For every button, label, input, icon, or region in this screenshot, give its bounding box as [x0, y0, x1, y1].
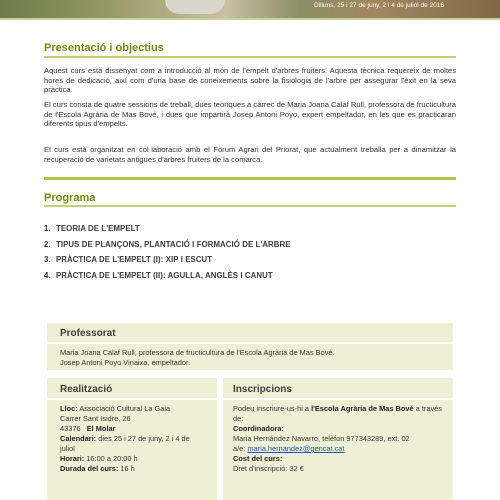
- programa-item: 1. TEORIA DE L'EMPELT: [44, 224, 140, 233]
- presentacio-title: Presentació i objectius: [44, 42, 164, 54]
- presentacio-paragraph-3: El curs està organitzat en col·laboració amb el Fòrum Agrari del Priorat, que actualment treballa per a dinamitzar la recuperació de varietats antigues d'arbres fruiters de la comarca.: [44, 145, 456, 164]
- programa-list: [44, 221, 456, 283]
- programa-item: 3. PRÀCTICA DE L'EMPELT (I): XIP I ESCUT: [44, 255, 213, 264]
- programa-item: 4. PRÀCTICA DE L'EMPELT (II): AGULLA, ANGLÈS I CANUT: [44, 270, 273, 280]
- header-date: Dilluns, 25 i 27 de juny, 2 i 4 de juliol de 2016: [314, 2, 444, 9]
- presentacio-paragraph-2: El curs consta de quatre sessions de treball, dues teòriques a càrrec de Maria Joana Calaf Rull, professora de fructicultura de l'Escola Agrària de Mas Bové, i dues que impartirà Josep Antoni Poyo, expert empeltador, en les que es practicaran diferents tipus d'empelts.: [44, 100, 456, 128]
- inscripcions-box: [223, 378, 453, 500]
- presentacio-divider: [44, 56, 456, 58]
- professorat-line-1: Maria Joana Calaf Rull, professora de fructicultura de l'Escola Agrària de Mas Bové.: [60, 348, 335, 357]
- realitzacio-divider: [47, 398, 217, 400]
- photo-person-figure: [165, 0, 225, 14]
- realitzacio-box: [47, 378, 217, 500]
- professorat-title: Professorat: [60, 328, 116, 339]
- presentacio-paragraph-1: Aquest curs està dissenyat com a introducció al món de l'empelt d'arbres fruiters. Aquesta tècnica requereix de moltes hores de dedicació, així com d'una base de coneixements sobre la fisiologia de l'arbre per assegurar l'èxit en la seva pràctica.: [44, 66, 456, 94]
- inscripcions-title: Inscripcions: [233, 384, 292, 395]
- section-divider: [44, 177, 456, 180]
- header-photo: [0, 0, 500, 18]
- header-photo-border: [0, 18, 500, 20]
- inscripcions-details: Podeu inscriure-us-hi a l'Escola Agrària de Mas Bové a través de: Coordinadora: Maria Hernández Navarro, telèfon 977343289, ext. 02 a/e: maria.hernandez@gencat.cat Cost del curs: Dret d'inscripció: 32 €: [233, 404, 442, 473]
- inscripcions-divider: [223, 398, 453, 400]
- programa-item: 2. TIPUS DE PLANÇONS, PLANTACIÓ I FORMACIÓ DE L'ARBRE: [44, 239, 291, 249]
- professorat-line-2: Josep Antoni Poyo Vinaixa, empeltador.: [60, 358, 191, 367]
- programa-title: Programa: [44, 192, 96, 204]
- programa-divider: [44, 205, 456, 207]
- realitzacio-details: Lloc: Associació Cultural La Gaia Carrer Sant Isidre, 26 43376 El Molar Calendari: dies 25 i 27 de juny, 2 i 4 de juliol Horari: 16:00 a 20:00 h Durada del curs: 16 h: [60, 404, 190, 473]
- professorat-box: [47, 323, 453, 370]
- professorat-divider: [47, 342, 453, 344]
- realitzacio-title: Realització: [60, 384, 113, 395]
- email-link[interactable]: maria.hernandez@gencat.cat: [247, 444, 345, 453]
